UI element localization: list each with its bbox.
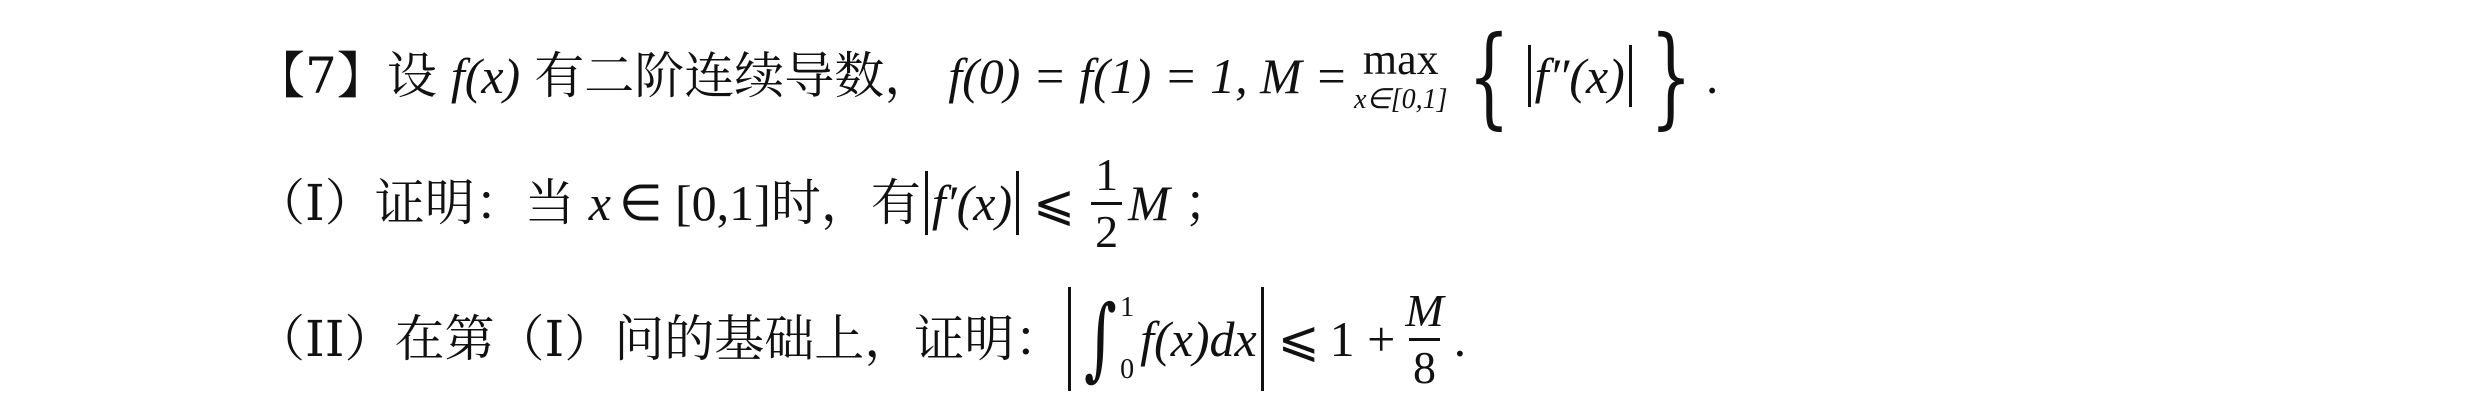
fraction-denominator: 2 (1091, 202, 1122, 255)
domain-interval: ∈ [0,1] (618, 175, 771, 231)
max-operator (1353, 35, 1448, 115)
right-brace: } (1649, 12, 1692, 140)
intro-rest-text: 有二阶连续导数， (534, 47, 935, 105)
part-two-line (255, 280, 1466, 398)
abs-bar-left (925, 171, 928, 235)
fraction-m-over-8 (1401, 284, 1447, 393)
variable-x: x (588, 175, 611, 231)
fraction-numerator: M (1405, 284, 1444, 336)
abs-bar-left (1068, 287, 1071, 391)
max-label: max (1362, 35, 1439, 84)
end-period: . (1705, 48, 1719, 104)
part-one-end: ； (1183, 174, 1234, 232)
boundary-condition: f(0) = f(1) = 1, M = (948, 48, 1348, 104)
second-derivative: f″(x) (1534, 48, 1625, 104)
leq-symbol: ⩽ (1033, 175, 1076, 231)
abs-bar-right (1261, 287, 1264, 391)
abs-bar-left (1528, 45, 1531, 107)
part-one-line (255, 148, 1234, 258)
integral-operator (1077, 286, 1135, 391)
intro-text: 设 (386, 47, 437, 105)
problem-number: 【7】 (255, 47, 387, 105)
leq-symbol: ⩽ (1277, 311, 1320, 367)
constant-m: M (1128, 175, 1170, 231)
part-one-mid-text: 时，有 (770, 174, 921, 232)
integral-upper-limit: 1 (1120, 292, 1135, 323)
fraction-numerator: 1 (1095, 148, 1119, 200)
integral-limits (1120, 294, 1134, 384)
function-f-of-x: f(x) (450, 48, 521, 104)
integral-sign: ∫ (1084, 286, 1118, 391)
part-one-label: （I）证明：当 (255, 174, 575, 232)
integral-lower-limit: 0 (1120, 354, 1135, 385)
integrand: f(x)dx (1140, 311, 1257, 367)
part-two-label: （II）在第（I）问的基础上，证明： (255, 310, 1065, 368)
max-subscript: x∈[0,1] (1353, 84, 1448, 115)
one-plus: 1 + (1329, 311, 1396, 367)
left-brace: { (1467, 12, 1510, 140)
part-two-end: . (1453, 311, 1467, 367)
abs-bar-right (1016, 171, 1019, 235)
fraction-denominator: 8 (1409, 338, 1440, 391)
fraction-one-half (1091, 148, 1122, 257)
first-derivative: f′(x) (931, 175, 1013, 231)
problem-statement-line (255, 12, 1719, 140)
abs-bar-right (1629, 45, 1632, 107)
